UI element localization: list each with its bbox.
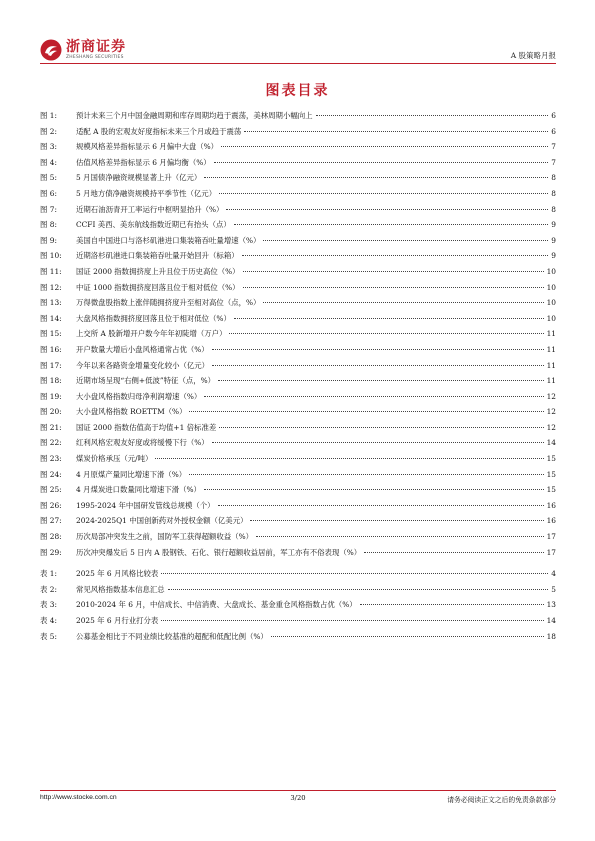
entry-page-number: 17 xyxy=(546,532,556,542)
dot-leader xyxy=(271,636,544,637)
entry-title: 2024-2025Q1 中国创新药对外授权金额（亿美元） xyxy=(76,516,248,526)
entry-title: 4 月原煤产量同比增速下滑（%） xyxy=(76,469,187,479)
entry-title: 美国自中国进口与洛杉矶港进口集装箱吞吐量增速（%） xyxy=(76,235,261,245)
entry-page-number: 15 xyxy=(546,454,556,464)
toc-table-entry[interactable] xyxy=(40,631,556,647)
dot-leader xyxy=(212,442,544,443)
toc-figure-entry[interactable] xyxy=(40,219,556,235)
toc-figure-entry[interactable] xyxy=(40,313,556,329)
entry-label: 表 5: xyxy=(40,631,57,641)
toc-figure-entry[interactable] xyxy=(40,141,556,157)
dot-leader xyxy=(234,224,549,225)
entry-title: 万得微盘股指数上涨伴随拥挤度升至相对高位（点，%） xyxy=(76,298,261,308)
toc-figure-entry[interactable] xyxy=(40,297,556,313)
dot-leader xyxy=(263,240,548,241)
toc-figure-entry[interactable] xyxy=(40,391,556,407)
toc-figure-entry[interactable] xyxy=(40,547,556,563)
company-logo xyxy=(40,36,126,64)
dot-leader xyxy=(242,255,549,256)
entry-page-number: 5 xyxy=(551,584,556,594)
dot-leader xyxy=(189,411,543,412)
entry-title: 2010-2024 年 6 月，中信成长、中信消费、大盘成长、基金重仓风格指数占优（%） xyxy=(76,600,357,610)
dot-leader xyxy=(161,620,543,621)
entry-title: 历次冲突爆发后 5 日内 A 股钢铁、石化、银行超额收益居前，军工亦有不俗表现（%） xyxy=(76,547,362,557)
entry-page-number: 6 xyxy=(551,111,556,120)
dot-leader xyxy=(204,489,544,490)
entry-page-number: 7 xyxy=(551,157,556,167)
toc-table-entry[interactable] xyxy=(40,615,556,631)
entry-page-number: 14 xyxy=(546,616,556,625)
entry-page-number: 8 xyxy=(551,173,556,183)
toc-figure-entry[interactable] xyxy=(40,531,556,547)
entry-page-number: 4 xyxy=(551,569,556,579)
entry-title: 4 月煤炭进口数量同比增速下滑（%） xyxy=(76,485,201,495)
company-logo-icon xyxy=(40,39,62,61)
toc-figure-entry[interactable] xyxy=(40,250,556,266)
entry-title: 红利风格宏观友好度或将缓慢下行（%） xyxy=(76,438,209,448)
entry-label: 图 8: xyxy=(40,220,57,230)
dot-leader xyxy=(168,589,549,590)
entry-page-number: 11 xyxy=(546,344,556,354)
entry-title: 近期石油沥青开工率运行中枢明显抬升（%） xyxy=(76,204,224,214)
entry-label: 图 9: xyxy=(40,235,57,245)
entry-label: 图 16: xyxy=(40,344,62,354)
entry-page-number: 16 xyxy=(546,500,556,510)
toc-figure-entry[interactable] xyxy=(40,188,556,204)
dot-leader xyxy=(219,427,543,428)
entry-label: 图 7: xyxy=(40,204,57,214)
dot-leader xyxy=(219,193,548,194)
header-divider xyxy=(40,63,556,64)
entry-page-number: 9 xyxy=(551,235,556,245)
entry-page-number: 16 xyxy=(546,516,556,526)
entry-label: 图 22: xyxy=(40,438,62,448)
entry-title: 预计未来三个月中国金融周期和库存周期均趋于震荡，美林周期小幅向上 xyxy=(76,111,313,120)
entry-page-number: 18 xyxy=(546,631,556,641)
entry-title: 大盘风格指数拥挤度回落且位于相对低位（%） xyxy=(76,313,231,323)
dot-leader xyxy=(218,505,544,506)
entry-page-number: 14 xyxy=(546,438,556,448)
toc-figure-entry[interactable] xyxy=(40,453,556,469)
entry-title: 上交所 A 股新增开户数今年年初陡增（万户） xyxy=(76,329,227,339)
entry-label: 图 15: xyxy=(40,329,62,339)
entry-title: CCFI 美西、美东航线指数近期已有抬头（点） xyxy=(76,220,231,230)
entry-label: 图 2: xyxy=(40,126,57,136)
toc-figure-entry[interactable] xyxy=(40,375,556,391)
toc-table-entry[interactable] xyxy=(40,568,556,584)
toc-figure-entry[interactable] xyxy=(40,126,556,142)
entry-title: 开户数量大增后小盘风格通常占优（%） xyxy=(76,344,209,354)
dot-leader xyxy=(204,396,543,397)
page-footer xyxy=(40,794,556,806)
entry-label: 图 6: xyxy=(40,188,57,198)
dot-leader xyxy=(360,604,544,605)
entry-title: 今年以来各路资金增量变化较小（亿元） xyxy=(76,360,210,370)
entry-page-number: 10 xyxy=(546,266,556,276)
dot-leader xyxy=(221,146,548,147)
entry-page-number: 9 xyxy=(551,251,556,261)
toc-figure-entry[interactable] xyxy=(40,157,556,173)
page-number: 3/20 xyxy=(290,794,306,802)
dot-leader xyxy=(204,177,548,178)
dot-leader xyxy=(243,271,544,272)
entry-title: 煤炭价格承压（元/吨） xyxy=(76,454,153,464)
dot-leader xyxy=(214,162,549,163)
entry-page-number: 12 xyxy=(546,422,556,432)
toc-figure-entry[interactable] xyxy=(40,282,556,298)
entry-title: 1995-2024 年中国研发管线总规模（个） xyxy=(76,500,215,510)
entry-label: 图 28: xyxy=(40,532,62,542)
entry-title: 2025 年 6 月行业打分表 xyxy=(76,616,159,625)
dot-leader xyxy=(364,552,543,553)
footer-url[interactable]: http://www.stocke.com.cn xyxy=(40,794,117,801)
entry-title: 适配 A 股的宏观友好度指标未来三个月或趋于震荡 xyxy=(76,126,242,136)
logo-name-cn: 浙商证券 xyxy=(66,38,126,55)
entry-label: 图 27: xyxy=(40,516,62,526)
entry-title: 估值风格差异指标显示 6 月偏均衡（%） xyxy=(76,157,211,167)
figure-list xyxy=(40,110,556,562)
table-of-contents xyxy=(40,110,556,646)
dot-leader xyxy=(243,287,544,288)
entry-page-number: 9 xyxy=(551,220,556,230)
toc-figure-entry[interactable] xyxy=(40,437,556,453)
table-list xyxy=(40,568,556,646)
dot-leader xyxy=(212,349,544,350)
dot-leader xyxy=(256,536,544,537)
dot-leader xyxy=(226,209,548,210)
dot-leader xyxy=(229,333,543,334)
entry-page-number: 11 xyxy=(546,376,556,386)
entry-title: 2025 年 6 月风格比较表 xyxy=(76,569,159,579)
entry-page-number: 8 xyxy=(551,204,556,214)
entry-title: 公募基金相比于不同业绩比较基准的超配和低配比例（%） xyxy=(76,631,268,641)
entry-page-number: 10 xyxy=(546,313,556,323)
disclaimer-note: 请务必阅读正文之后的免责条款部分 xyxy=(447,796,556,804)
dot-leader xyxy=(263,302,543,303)
entry-label: 图 4: xyxy=(40,157,57,167)
entry-label: 图 10: xyxy=(40,251,62,261)
entry-label: 图 13: xyxy=(40,298,62,308)
entry-page-number: 15 xyxy=(546,469,556,479)
entry-label: 图 20: xyxy=(40,407,62,417)
entry-title: 国证 2000 指数拥挤度上升且位于历史高位（%） xyxy=(76,266,240,276)
dot-leader xyxy=(244,131,548,132)
entry-page-number: 11 xyxy=(546,360,556,370)
dot-leader xyxy=(212,365,544,366)
entry-label: 图 11: xyxy=(40,266,62,276)
report-type: A 股策略月报 xyxy=(510,51,556,60)
entry-title: 中证 1000 指数拥挤度回落且位于相对低位（%） xyxy=(76,282,240,292)
entry-label: 图 29: xyxy=(40,547,62,557)
toc-figure-entry[interactable] xyxy=(40,422,556,438)
entry-label: 图 17: xyxy=(40,360,62,370)
entry-page-number: 11 xyxy=(546,329,556,339)
dot-leader xyxy=(218,380,544,381)
entry-title: 大小盘风格指数归母净利润增速（%） xyxy=(76,391,202,401)
entry-title: 常见风格指数基本信息汇总 xyxy=(76,584,165,594)
entry-title: 5 月地方债净融资规模持平季节性（亿元） xyxy=(76,188,217,198)
page-header xyxy=(40,34,556,64)
entry-title: 5 月国债净融资规模显著上升（亿元） xyxy=(76,173,202,183)
entry-page-number: 15 xyxy=(546,485,556,495)
entry-label: 表 3: xyxy=(40,600,57,610)
entry-label: 图 24: xyxy=(40,469,62,479)
toc-title: 图表目录 xyxy=(265,83,330,99)
toc-figure-entry[interactable] xyxy=(40,500,556,516)
entry-title: 近期市场呈现“右侧+低波”特征（点，%） xyxy=(76,376,216,386)
entry-title: 近期洛杉矶港进口集装箱吞吐量开始回升（标箱） xyxy=(76,251,239,261)
footer-divider xyxy=(40,790,556,791)
entry-page-number: 8 xyxy=(551,188,556,198)
entry-label: 图 19: xyxy=(40,391,62,401)
entry-label: 图 18: xyxy=(40,376,62,386)
entry-label: 表 1: xyxy=(40,569,57,579)
entry-page-number: 10 xyxy=(546,298,556,308)
entry-title: 大小盘风格指数 ROETTM（%） xyxy=(76,407,187,417)
dot-leader xyxy=(250,520,543,521)
entry-label: 图 1: xyxy=(40,111,57,120)
entry-page-number: 6 xyxy=(551,126,556,136)
entry-label: 表 2: xyxy=(40,584,57,594)
toc-figure-entry[interactable] xyxy=(40,360,556,376)
toc-figure-entry[interactable] xyxy=(40,515,556,531)
entry-label: 图 5: xyxy=(40,173,57,183)
toc-figure-entry[interactable] xyxy=(40,484,556,500)
entry-label: 图 14: xyxy=(40,313,62,323)
entry-title: 规模风格差异指标显示 6 月偏中大盘（%） xyxy=(76,142,219,152)
entry-title: 历次局部冲突发生之前，国防军工获得超额收益（%） xyxy=(76,532,254,542)
entry-page-number: 17 xyxy=(546,547,556,557)
entry-page-number: 10 xyxy=(546,282,556,292)
entry-page-number: 12 xyxy=(546,407,556,417)
dot-leader xyxy=(189,474,543,475)
toc-table-entry[interactable] xyxy=(40,599,556,615)
entry-label: 图 26: xyxy=(40,500,62,510)
logo-name-en: ZHESHANG SECURITIES xyxy=(66,54,124,60)
entry-label: 表 4: xyxy=(40,616,57,625)
toc-figure-entry[interactable] xyxy=(40,110,556,126)
entry-page-number: 7 xyxy=(551,142,556,152)
toc-table-entry[interactable] xyxy=(40,584,556,600)
entry-label: 图 21: xyxy=(40,422,62,432)
dot-leader xyxy=(234,318,544,319)
toc-figure-entry[interactable] xyxy=(40,204,556,220)
toc-figure-entry[interactable] xyxy=(40,469,556,485)
toc-figure-entry[interactable] xyxy=(40,266,556,282)
entry-label: 图 23: xyxy=(40,454,62,464)
dot-leader xyxy=(316,115,549,116)
toc-figure-entry[interactable] xyxy=(40,172,556,188)
toc-figure-entry[interactable] xyxy=(40,406,556,422)
toc-figure-entry[interactable] xyxy=(40,328,556,344)
dot-leader xyxy=(161,573,548,574)
entry-page-number: 12 xyxy=(546,391,556,401)
entry-label: 图 25: xyxy=(40,485,62,495)
entry-title: 国证 2000 指数估值高于均值+1 倍标准差 xyxy=(76,422,217,432)
dot-leader xyxy=(155,458,543,459)
entry-label: 图 12: xyxy=(40,282,62,292)
toc-figure-entry[interactable] xyxy=(40,344,556,360)
toc-figure-entry[interactable] xyxy=(40,235,556,251)
entry-label: 图 3: xyxy=(40,142,57,152)
entry-page-number: 13 xyxy=(546,600,556,610)
